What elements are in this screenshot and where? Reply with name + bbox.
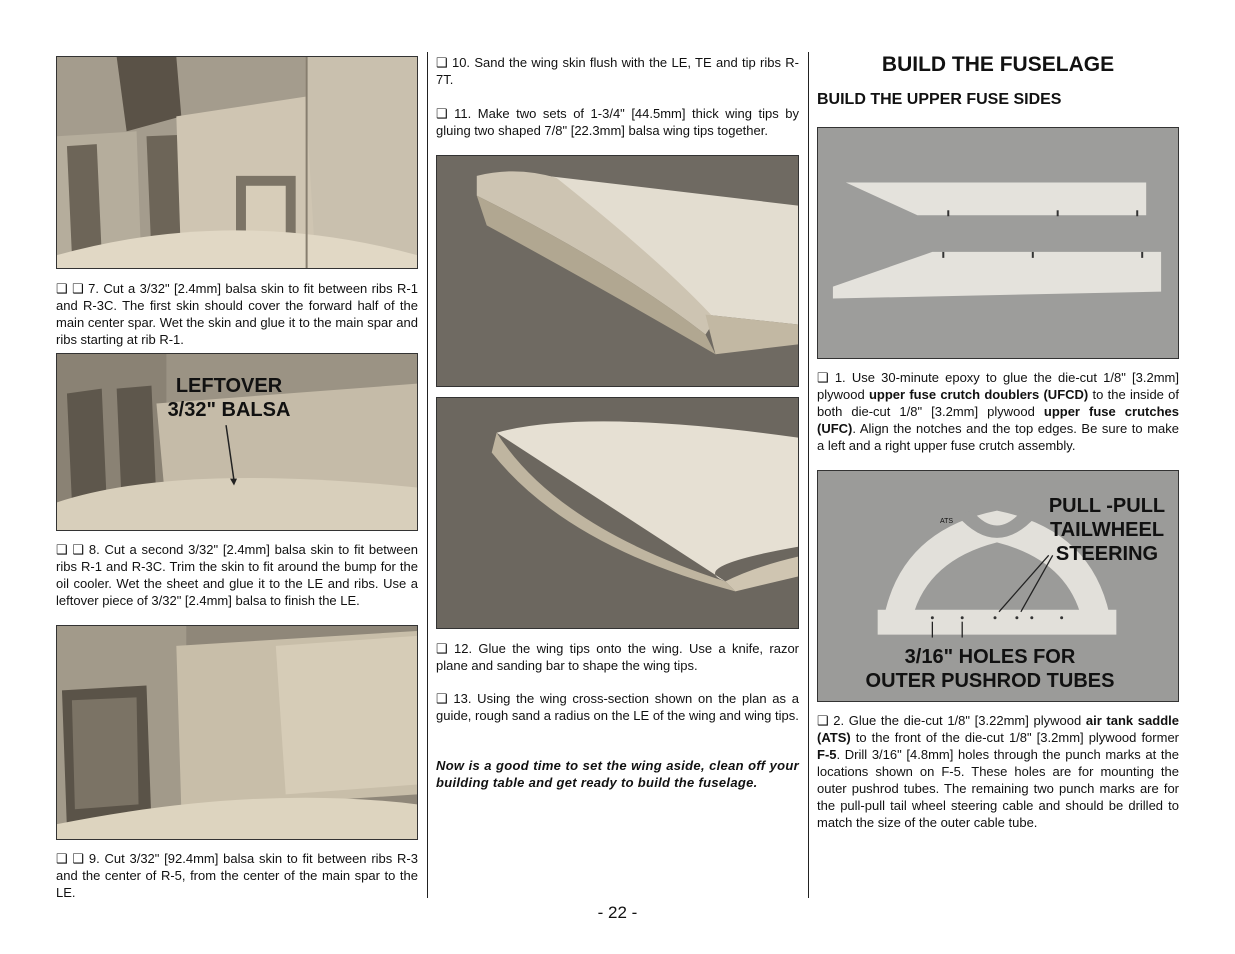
step-2-part-e: . Drill 3/16" [4.8mm] holes through the punch marks at the locations shown on F-5. These holes are for mounting the outer pushrod tubes. The remaining two punch marks are for the pull-pull tail wheel steering cable and should be drilled to match the size of the outer cable tube. (817, 747, 1179, 830)
ats-term: air tank saddle (ATS) (817, 713, 1179, 745)
good-time-note: Now is a good time to set the wing aside, clean off your building table and get ready to build the fuselage. (436, 758, 799, 790)
step-2-part-a: ❑ 2. Glue the die-cut 1/8" [3.22mm] plywood (817, 713, 1086, 728)
step-2-part-c: to the front of the die-cut 1/8" [3.2mm] plywood former (850, 730, 1179, 745)
step-1-part-c: to the inside of both die-cut 1/8" [3.2mm] plywood (817, 387, 1180, 419)
ufcd-term: upper fuse crutch doublers (UFCD) (868, 387, 1089, 402)
leftover-balsa-label (164, 374, 294, 422)
step-2-text (817, 712, 1179, 831)
photo-wing-tip-glued (436, 155, 799, 387)
step-11-text: ❑ 11. Make two sets of 1-3/4" [44.5mm] thick wing tips by gluing two shaped 7/8" [22.3mm] balsa wing tips together. (436, 106, 799, 138)
pull-pull-line3: STEERING (1055, 543, 1159, 565)
page-number: - 22 - (597, 903, 638, 922)
f5-term: F-5 (817, 747, 837, 762)
pull-pull-line2: TAILWHEEL (1049, 519, 1165, 541)
photo-wing-skin-r3-r5 (56, 625, 418, 840)
pushrod-label-line2: OUTER PUSHROD TUBES (865, 670, 1115, 692)
column-divider-right (808, 52, 809, 898)
step-12-text: ❑ 12. Glue the wing tips onto the wing. Use a knife, razor plane and sanding bar to shape the wing tips. (436, 641, 799, 673)
ufc-term: upper fuse crutches (UFC) (817, 404, 1179, 436)
step-9-text: ❑ ❑ 9. Cut 3/32" [92.4mm] balsa skin to fit between ribs R-3 and the center of R-5, from the center of the main spar to the LE. (56, 851, 418, 900)
photo-wing-center-ribs (56, 56, 418, 269)
step-1-part-e: . Align the notches and the top edges. Be sure to make a left and a right upper fuse crutch assembly. (817, 421, 1179, 453)
ats-small-label: ATS (940, 518, 954, 525)
pull-pull-line1: PULL -PULL (1048, 495, 1166, 517)
subheading-upper-fuse-sides: BUILD THE UPPER FUSE SIDES (817, 91, 1062, 108)
pushrod-label-line1: 3/16" HOLES FOR (904, 646, 1076, 668)
leftover-label-line2: 3/32" BALSA (167, 399, 291, 421)
photo-upper-fuse-crutches (817, 127, 1179, 359)
section-heading-build-fuselage: BUILD THE FUSELAGE (881, 53, 1115, 76)
leftover-label-line1: LEFTOVER (175, 375, 283, 397)
step-7-text: ❑ ❑ 7. Cut a 3/32" [2.4mm] balsa skin to fit between ribs R-1 and R-3C. The first skin should cover the forward half of the main center spar. Wet the skin and glue it to the main spar and ribs starting at rib R-1. (56, 281, 418, 347)
step-8-text: ❑ ❑ 8. Cut a second 3/32" [2.4mm] balsa skin to fit between ribs R-1 and R-3C. Trim the skin to fit around the bump for the oil cooler. Wet the sheet and glue it to the LE and ribs. Use a leftover piece of 3/32" [2.4mm] balsa to finish the LE. (56, 542, 418, 608)
column-divider-left (427, 52, 428, 898)
step-1-text (817, 369, 1179, 454)
pull-pull-label (1037, 494, 1177, 566)
photo-wing-tip-shaped (436, 397, 799, 629)
step-13-text: ❑ 13. Using the wing cross-section shown on the plan as a guide, rough sand a radius on the LE of the wing and wing tips. (436, 691, 799, 723)
step-10-text: ❑ 10. Sand the wing skin flush with the LE, TE and tip ribs R-7T. (436, 55, 799, 87)
step-1-part-a: ❑ 1. Use 30-minute epoxy to glue the die-cut 1/8" [3.2mm] plywood (817, 370, 1179, 402)
pushrod-holes-label (850, 645, 1130, 693)
